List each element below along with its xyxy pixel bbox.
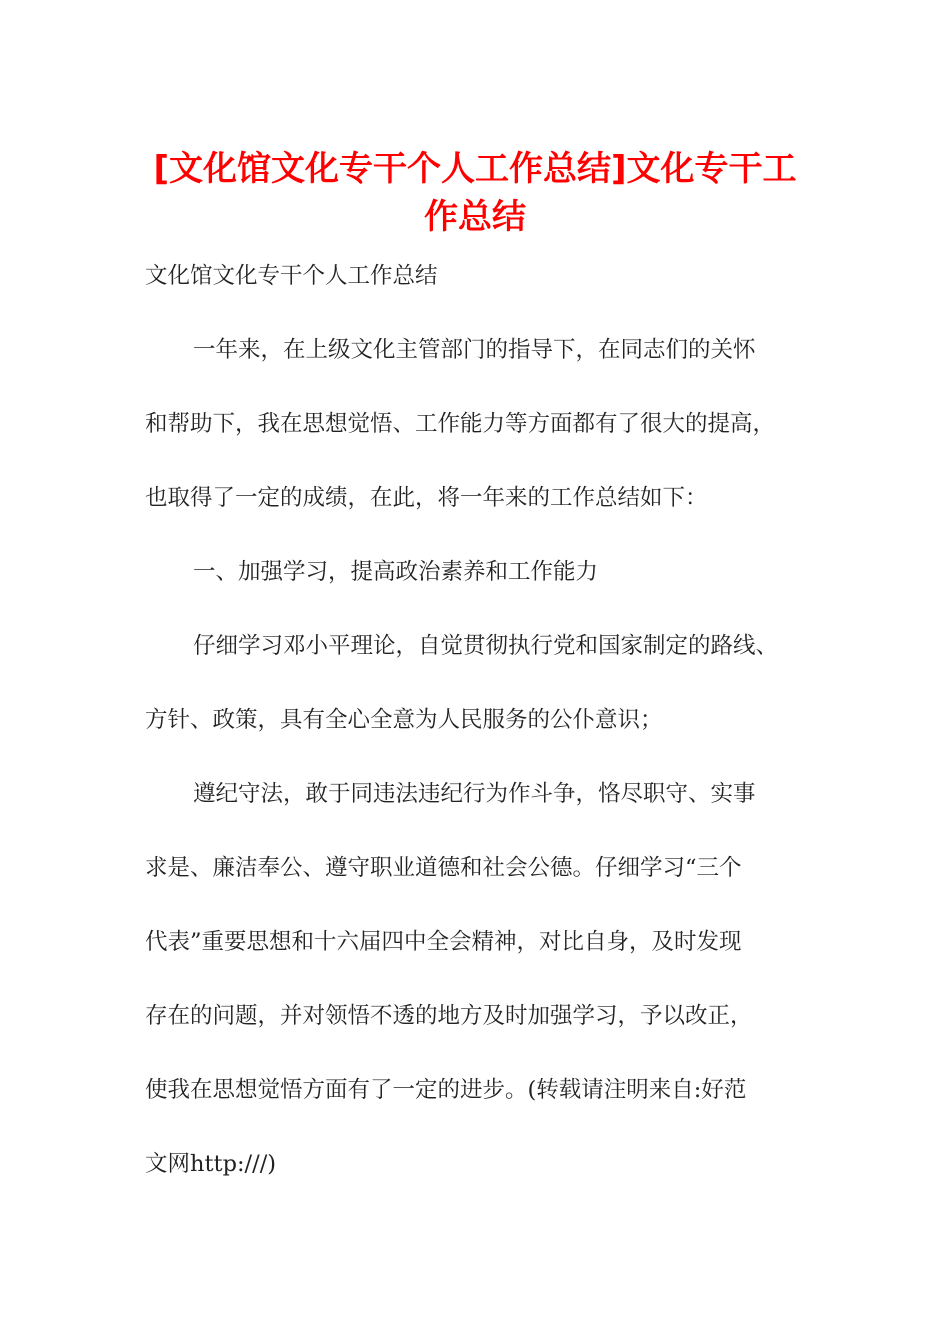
paragraph-line: 代表”重要思想和十六届四中全会精神，对比自身，及时发现 [145, 929, 742, 955]
paragraph-line: 也取得了一定的成绩，在此，将一年来的工作总结如下： [145, 485, 708, 511]
document-title [130, 145, 820, 241]
paragraph-3 [145, 757, 815, 1201]
paragraph-line: 存在的问题，并对领悟不透的地方及时加强学习，予以改正， [145, 1003, 753, 1029]
paragraph-line: 仔细学习邓小平理论，自觉贯彻执行党和国家制定的路线、 [193, 633, 779, 659]
title-line: 作总结 [424, 197, 526, 237]
title-line: [文化馆文化专干个人工作总结]文化专干工 [153, 149, 797, 189]
paragraph-line: 遵纪守法，敢于同违法违纪行为作斗争，恪尽职守、实事 [193, 781, 756, 807]
section-heading-text: 一、加强学习，提高政治素养和工作能力 [193, 559, 599, 585]
paragraph-1 [145, 313, 815, 535]
paragraph-2 [145, 609, 815, 757]
paragraph-line: 使我在思想觉悟方面有了一定的进步。(转载请注明来自:好范 [145, 1077, 747, 1103]
paragraph-line: 和帮助下，我在思想觉悟、工作能力等方面都有了很大的提高， [145, 411, 776, 437]
paragraph-line: 一年来，在上级文化主管部门的指导下，在同志们的关怀 [193, 337, 756, 363]
paragraph-line: 方针、政策，具有全心全意为人民服务的公仆意识； [145, 707, 663, 733]
section-heading [145, 535, 815, 609]
subtitle [145, 239, 815, 313]
paragraph-line: 求是、廉洁奉公、遵守职业道德和社会公德。仔细学习“三个 [145, 855, 742, 881]
subtitle-text: 文化馆文化专干个人工作总结 [145, 263, 438, 289]
paragraph-line: 文网http:///) [145, 1151, 277, 1177]
